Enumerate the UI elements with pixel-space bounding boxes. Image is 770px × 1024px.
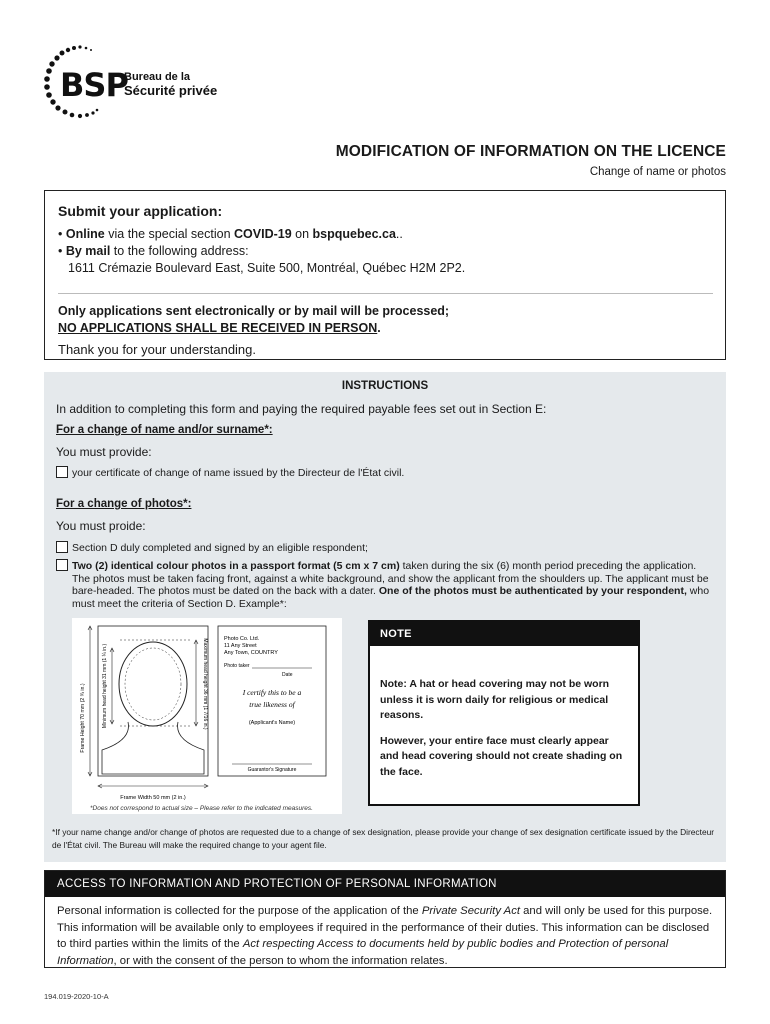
page-title: MODIFICATION OF INFORMATION ON THE LICENCE bbox=[335, 143, 726, 160]
instructions-heading: INSTRUCTIONS bbox=[341, 380, 429, 392]
note-box bbox=[368, 620, 640, 806]
access-text1: Personal information is collected for the purpose of the application of the bbox=[57, 905, 422, 917]
instructions-panel bbox=[44, 372, 726, 862]
passport-photo-diagram bbox=[72, 618, 342, 814]
min-head-label: Minimum head height 31 mm (1 ¼ in.) bbox=[102, 643, 108, 729]
certify-line1: I certify this to be a bbox=[242, 688, 302, 697]
photos-end: who must meet the criteria of Section D. Example*: bbox=[72, 585, 710, 610]
online-label: Online bbox=[65, 227, 105, 241]
photos-checkbox[interactable] bbox=[56, 559, 68, 571]
access-text2: and will only be used for this purpose. This information will be available only to employees if required in the performance of their duties. This information can be disclosed to third parties within the limits of the bbox=[57, 905, 713, 950]
photos-text: taken during the six (6) month period preceding the application. The photos must be taken facing front, against a white background, and show the applicant from the shoulders up. The applicant must be bare-headed. The photos must be dated on the back with a dater. bbox=[72, 560, 709, 597]
certify-line2: true likeness of bbox=[249, 700, 295, 709]
online-option bbox=[58, 226, 713, 243]
online-end: .. bbox=[395, 227, 403, 241]
mail-text: to the following address: bbox=[110, 244, 249, 258]
access-text3: , or with the consent of the person to whom the information relates. bbox=[113, 954, 448, 967]
frame-width-label: Frame Width 50 mm (2 in.) bbox=[120, 795, 186, 801]
max-head-label: Maximum head height 36 mm (1 7/16 in.) bbox=[202, 638, 208, 730]
note-para1: Note: A hat or head covering may not be worn unless it is worn daily for religious or medical reasons. bbox=[380, 678, 610, 721]
notice-line2 bbox=[58, 320, 713, 337]
logo-name-line2: Sécurité privée bbox=[124, 83, 218, 98]
mail-option bbox=[58, 243, 713, 260]
note-body bbox=[370, 646, 638, 780]
logo-abbreviation: BSP bbox=[60, 66, 128, 104]
photo-taker: Photo taker bbox=[224, 663, 250, 669]
page-subtitle: Change of name or photos bbox=[589, 166, 726, 178]
online-site-link[interactable]: bspquebec.ca bbox=[312, 227, 396, 241]
photo-street: 11 Any Street bbox=[224, 643, 257, 649]
section-d-item bbox=[56, 542, 368, 554]
online-text2: on bbox=[291, 227, 313, 241]
note-heading: NOTE bbox=[370, 622, 638, 646]
photo-change-title: For a change of photos*: bbox=[56, 498, 192, 510]
submit-title: Submit your application: bbox=[58, 203, 223, 219]
name-must-provide: You must provide: bbox=[56, 445, 152, 459]
access-act2: Act respecting Access to documents held by public bodies and Protection of personal Information bbox=[57, 938, 669, 967]
mailing-address: 1611 Crémazie Boulevard East, Suite 500, Montréal, Québec H2M 2P2. bbox=[68, 261, 466, 275]
diagram-note: *Does not correspond to actual size – Please refer to the indicated measures. bbox=[90, 805, 313, 812]
divider bbox=[58, 293, 713, 294]
access-heading: ACCESS TO INFORMATION AND PROTECTION OF PERSONAL INFORMATION bbox=[45, 871, 725, 897]
photo-frame bbox=[98, 626, 208, 776]
name-certificate-label: your certificate of change of name issued by the Directeur de l'État civil. bbox=[72, 467, 405, 479]
name-certificate-item bbox=[56, 467, 404, 479]
applicant-name: (Applicant's Name) bbox=[248, 720, 296, 726]
bsp-logo bbox=[40, 42, 240, 122]
mail-label: By mail bbox=[65, 244, 111, 258]
photo-date: Date bbox=[282, 672, 293, 678]
mail-bullet: • bbox=[58, 244, 66, 258]
photo-company: Photo Co. Ltd. bbox=[224, 636, 260, 642]
online-section: COVID-19 bbox=[234, 227, 292, 241]
photos-bold2: One of the photos must be authenticated by your respondent, bbox=[378, 585, 687, 597]
access-body bbox=[45, 897, 725, 975]
photos-item bbox=[56, 560, 716, 610]
notice-line1: Only applications sent electronically or by mail will be processed; bbox=[58, 304, 450, 318]
name-certificate-checkbox[interactable] bbox=[56, 466, 68, 478]
access-act1: Private Security Act bbox=[421, 905, 521, 917]
notice-no-in-person: NO APPLICATIONS SHALL BE RECEIVED IN PERSON bbox=[58, 321, 378, 335]
frame-height-label: Frame Height 70 mm (2 ¾ in.) bbox=[80, 683, 86, 753]
section-d-label: Section D duly completed and signed by an eligible respondent; bbox=[72, 542, 368, 554]
photo-must-provide: You must proide: bbox=[56, 519, 146, 533]
logo-name-line1: Bureau de la bbox=[124, 71, 191, 83]
guarantor-signature: Guarantor's Signature bbox=[247, 767, 297, 773]
online-bullet: • bbox=[58, 227, 66, 241]
submit-application-box bbox=[44, 190, 726, 360]
online-text1: via the special section bbox=[104, 227, 235, 241]
instructions-intro: In addition to completing this form and paying the required payable fees set out in Section E: bbox=[56, 402, 547, 416]
note-para2: However, your entire face must clearly appear and head covering should not create shading on the face. bbox=[380, 734, 623, 778]
notice-line2-end: . bbox=[377, 321, 381, 335]
thanks-text: Thank you for your understanding. bbox=[58, 342, 257, 357]
sex-designation-footnote: *If your name change and/or change of photos are requested due to a change of sex designation, please provide your change of sex designation certificate issued by the Directeur de l'État civil. The Bureau will make the required change to your agent file. bbox=[52, 827, 715, 850]
access-info-box bbox=[44, 870, 726, 968]
section-d-checkbox[interactable] bbox=[56, 541, 68, 553]
photo-town: Any Town, COUNTRY bbox=[224, 650, 278, 656]
photos-label bbox=[72, 560, 716, 610]
photos-bold1: Two (2) identical colour photos in a passport format (5 cm x 7 cm) bbox=[72, 560, 400, 572]
name-change-title: For a change of name and/or surname*: bbox=[56, 424, 273, 436]
form-code: 194.019-2020-10-A bbox=[44, 992, 109, 1001]
